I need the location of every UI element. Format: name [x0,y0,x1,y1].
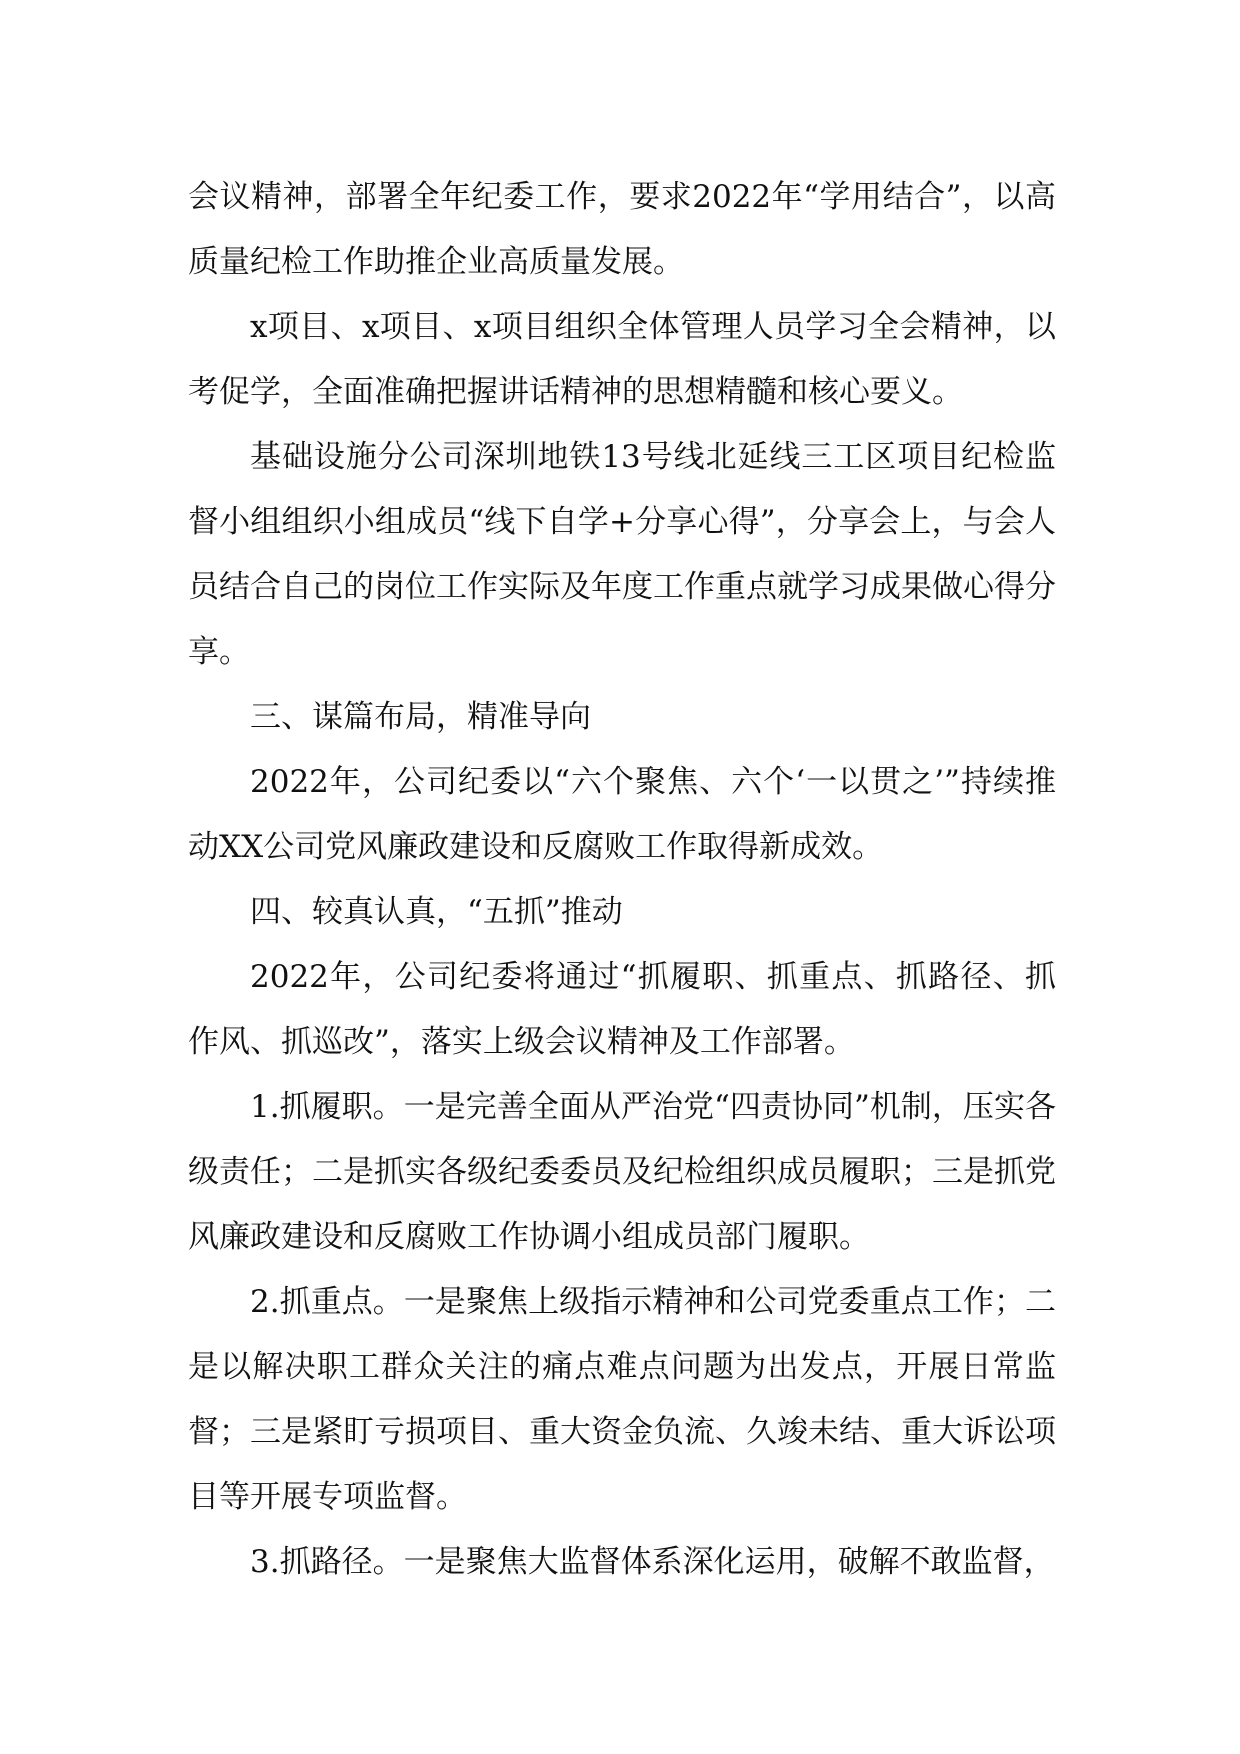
paragraph-five-grasps: 2022年，公司纪委将通过“抓履职、抓重点、抓路径、抓作风、抓巡改”，落实上级会议精神及工作部署。 [188,959,1056,1060]
paragraph-six-focuses: 2022年，公司纪委以“六个聚焦、六个‘一以贯之’”持续推动XX公司党风廉政建设和反腐败工作取得新成效。 [188,764,1056,865]
paragraph-item-1: 1.抓履职。一是完善全面从严治党“四责协同”机制，压实各级责任；二是抓实各级纪委委员及纪检组织成员履职；三是抓党风廉政建设和反腐败工作协调小组成员部门履职。 [188,1089,1056,1255]
paragraph-item-2: 2.抓重点。一是聚焦上级指示精神和公司党委重点工作；二是以解决职工群众关注的痛点难点问题为出发点，开展日常监督；三是紧盯亏损项目、重大资金负流、久竣未结、重大诉讼项目等开展专项监督。 [188,1284,1056,1515]
paragraph-project-study: x项目、x项目、x项目组织全体管理人员学习全会精神，以考促学，全面准确把握讲话精神的思想精髓和核心要义。 [188,309,1056,410]
section-heading-3: 三、谋篇布局，精准导向 [250,699,591,735]
paragraph-continuation: 会议精神，部署全年纪委工作，要求2022年“学用结合”，以高质量纪检工作助推企业高质量发展。 [188,179,1056,280]
paragraph-item-3: 3.抓路径。一是聚焦大监督体系深化运用，破解不敢监督， [250,1544,1055,1580]
document-page [188,165,1056,1595]
section-heading-4: 四、较真认真，“五抓”推动 [250,894,623,930]
paragraph-infrastructure-branch: 基础设施分公司深圳地铁13号线北延线三工区项目纪检监督小组组织小组成员“线下自学+分享心得”，分享会上，与会人员结合自己的岗位工作实际及年度工作重点就学习成果做心得分享。 [188,439,1056,670]
